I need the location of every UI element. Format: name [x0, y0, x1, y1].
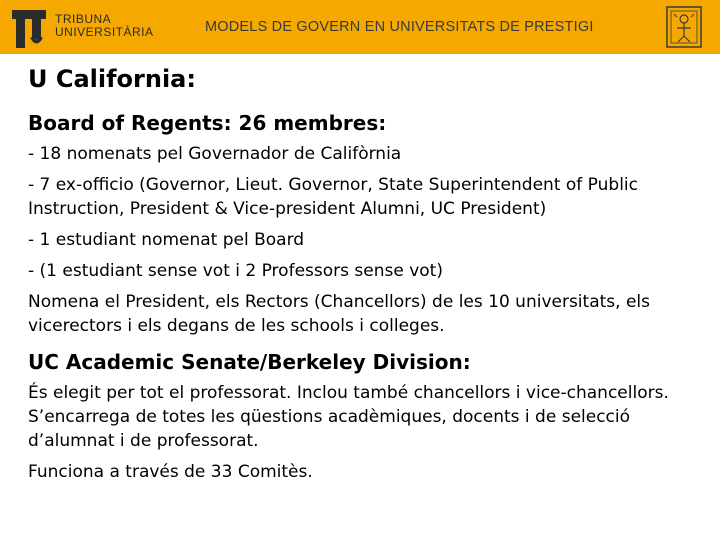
board-line: - 1 estudiant nomenat pel Board — [28, 230, 305, 250]
slide-content — [28, 62, 708, 484]
logo-text — [55, 13, 154, 39]
logo-line-2: UNIVERSITÀRIA — [55, 25, 154, 39]
header-title: MODELS DE GOVERN EN UNIVERSITATS DE PRESTIGI — [205, 19, 594, 35]
board-line: - (1 estudiant sense vot i 2 Professors sense vot) — [28, 261, 443, 281]
logo-line-1: TRIBUNA — [55, 12, 112, 26]
crest-icon — [664, 4, 704, 50]
header-bar — [0, 0, 720, 54]
senate-line: Funciona a través de 33 Comitès. — [28, 462, 313, 482]
senate-line: És elegit per tot el professorat. Inclou també chancellors i vice-chancellors. S’encarrega de totes les qüestions acadèmiques, docents i de selecció d’alumnat i de professorat. — [28, 383, 669, 451]
board-heading: Board of Regents: 26 membres: — [28, 111, 387, 135]
board-line: Nomena el President, els Rectors (Chancellors) de les 10 universitats, els vicerectors i els degans de les schools i colleges. — [28, 292, 650, 336]
tribuna-logo-icon — [12, 10, 46, 48]
board-line: - 18 nomenats pel Governador de Califòrnia — [28, 144, 402, 164]
slide-title: U California: — [28, 65, 196, 93]
board-line: - 7 ex-officio (Governor, Lieut. Governor, State Superintendent of Public Instruction, President & Vice-president Alumni, UC President) — [28, 175, 638, 219]
senate-heading: UC Academic Senate/Berkeley Division: — [28, 350, 471, 374]
